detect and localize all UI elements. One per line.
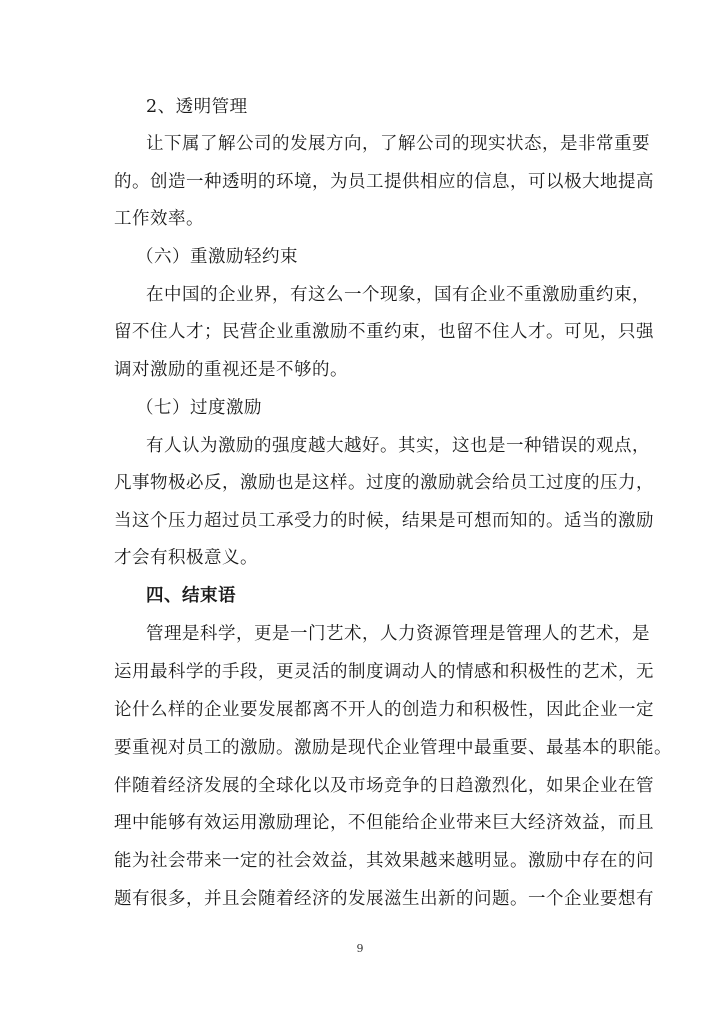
section-heading-conclusion: 四、结束语: [146, 586, 236, 606]
paragraph-line: 伴随着经济发展的全球化以及市场竞争的日趋激烈化，如果企业在管: [114, 776, 654, 796]
section-heading-seven: （七）过度激励: [136, 398, 262, 418]
paragraph-line: 运用最科学的手段，更灵活的制度调动人的情感和积极性的艺术，无: [114, 662, 654, 682]
paragraph-line: 在中国的企业界，有这么一个现象，国有企业不重激励重约束，: [146, 285, 650, 305]
paragraph-line: 论什么样的企业要发展都离不开人的创造力和积极性，因此企业一定: [114, 700, 654, 720]
paragraph-line: 要重视对员工的激励。激励是现代企业管理中最重要、最基本的职能。: [114, 738, 672, 758]
paragraph-line: 能为社会带来一定的社会效益，其效果越来越明显。激励中存在的问: [114, 851, 654, 871]
subheading-transparent-management: 2、透明管理: [146, 97, 248, 117]
paragraph-line: 让下属了解公司的发展方向，了解公司的现实状态，是非常重要: [146, 134, 650, 154]
paragraph-line: 题有很多，并且会随着经济的发展滋生出新的问题。一个企业要想有: [114, 889, 654, 909]
paragraph-line: 的。创造一种透明的环境，为员工提供相应的信息，可以极大地提高: [114, 172, 654, 192]
paragraph-line: 管理是科学，更是一门艺术，人力资源管理是管理人的艺术，是: [146, 624, 650, 644]
paragraph-line: 才会有积极意义。: [114, 548, 258, 568]
paragraph-line: 有人认为激励的强度越大越好。其实，这也是一种错误的观点，: [146, 436, 650, 456]
paragraph-line: 凡事物极必反，激励也是这样。过度的激励就会给员工过度的压力，: [114, 473, 654, 493]
page-number: 9: [356, 942, 364, 955]
section-heading-six: （六）重激励轻约束: [136, 247, 298, 267]
paragraph-line: 调对激励的重视还是不够的。: [114, 360, 348, 380]
paragraph-line: 当这个压力超过员工承受力的时候，结果是可想而知的。适当的激励: [114, 511, 654, 531]
paragraph-line: 工作效率。: [114, 209, 204, 229]
paragraph-line: 留不住人才；民营企业重激励不重约束，也留不住人才。可见，只强: [114, 322, 654, 342]
paragraph-line: 理中能够有效运用激励理论，不但能给企业带来巨大经济效益，而且: [114, 813, 654, 833]
